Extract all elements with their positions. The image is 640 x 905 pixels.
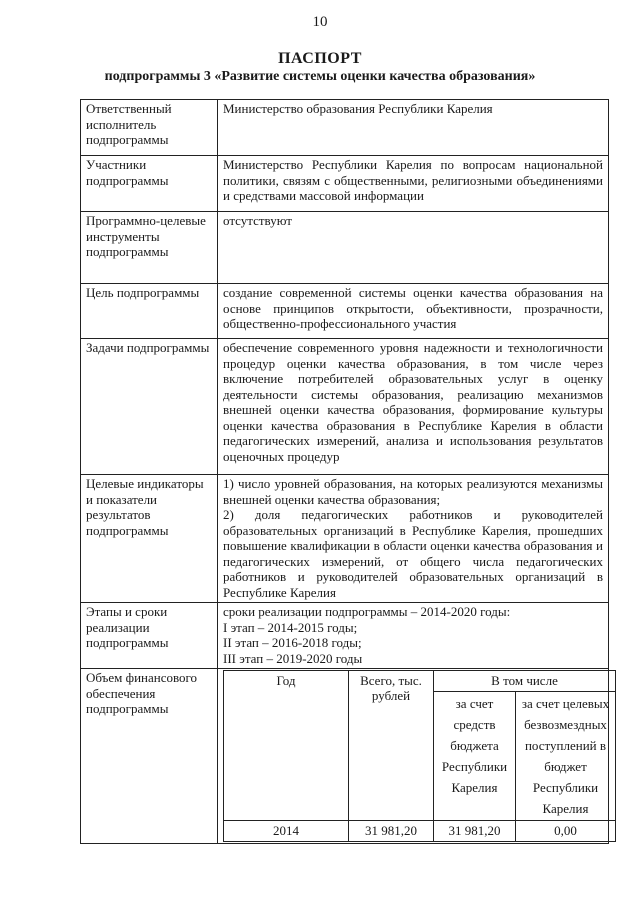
row-label: Этапы и сроки реализации подпрограммы — [81, 603, 218, 669]
document-title: ПАСПОРТ — [278, 50, 362, 67]
value-paragraph: обеспечение современного уровня надежности и технологичности процедур оценки качества образования, в том числе через включение потребителей образовательных услуг в оценку деятельности системы образования, реализацию механизмов внешней оценки качества образования, формирование культуры оценки качества образования в Республике Карелия в области педагогических измерений, анализа и использования результатов оценочных процедур — [223, 340, 603, 464]
document-subtitle: подпрограммы 3 «Развитие системы оценки качества образования» — [104, 69, 536, 84]
table-row — [224, 821, 616, 842]
header-budget: за счет средств бюджета Республики Карелия — [434, 692, 516, 821]
cell-year: 2014 — [224, 821, 349, 842]
row-label: Цель подпрограммы — [81, 284, 218, 339]
header-including: В том числе — [434, 671, 616, 692]
row-label: Целевые индикаторы и показатели результатов подпрограммы — [81, 475, 218, 603]
table-row — [81, 212, 609, 284]
value-paragraph: создание современной системы оценки качества образования на основе принципов открытости, объективности, прозрачности, общественно-профессионального участия — [223, 285, 603, 331]
table-row — [81, 475, 609, 603]
header-grants: за счет целевых безвозмездных поступлений в бюджет Республики Карелия — [516, 692, 616, 821]
value-line: сроки реализации подпрограммы – 2014-2020 годы: — [223, 604, 511, 619]
page-number: 10 — [312, 14, 328, 30]
row-value — [218, 603, 609, 669]
row-value — [218, 156, 609, 212]
table-row — [81, 100, 609, 156]
value-line: II этап – 2016-2018 годы; — [223, 635, 362, 650]
finance-cell — [218, 669, 609, 844]
row-value — [218, 100, 609, 156]
row-label: Объем финансового обеспечения подпрограммы — [81, 669, 218, 844]
row-label: Ответственный исполнитель подпрограммы — [81, 100, 218, 156]
row-value — [218, 339, 609, 475]
value-paragraph: отсутствуют — [223, 213, 292, 228]
row-value — [218, 475, 609, 603]
value-line: III этап – 2019-2020 годы — [223, 650, 363, 666]
value-paragraph: Министерство Республики Карелия по вопросам национальной политики, связям с общественными, религиозными объединениями и средствами массовой информации — [223, 157, 603, 203]
table-row — [81, 603, 609, 669]
row-label: Задачи подпрограммы — [81, 339, 218, 475]
finance-row — [81, 669, 609, 844]
header-total: Всего, тыс. рублей — [349, 671, 434, 821]
value-line: I этап – 2014-2015 годы; — [223, 619, 358, 635]
table-row — [81, 156, 609, 212]
header-year: Год — [224, 671, 349, 821]
row-value — [218, 284, 609, 339]
finance-table — [223, 670, 616, 842]
cell-budget: 31 981,20 — [434, 821, 516, 842]
table-row — [81, 339, 609, 475]
row-label: Программно-целевые инструменты подпрограммы — [81, 212, 218, 284]
value-paragraph: Министерство образования Республики Карелия — [223, 101, 493, 116]
row-label: Участники подпрограммы — [81, 156, 218, 212]
cell-grants: 0,00 — [516, 821, 616, 842]
cell-total: 31 981,20 — [349, 821, 434, 842]
value-paragraph: 2) доля педагогических работников и руководителей образовательных организаций в Республике Карелия, прошедших повышение квалификации в области оценки качества образования и педагогических измерений, от общего числа педагогических работников и руководителей образовательных организаций в Республике Карелия — [223, 507, 603, 600]
value-paragraph: 1) число уровней образования, на которых реализуются механизмы внешней оценки качества образования; — [223, 476, 603, 507]
table-row — [81, 284, 609, 339]
passport-table — [80, 99, 609, 844]
row-value — [218, 212, 609, 284]
